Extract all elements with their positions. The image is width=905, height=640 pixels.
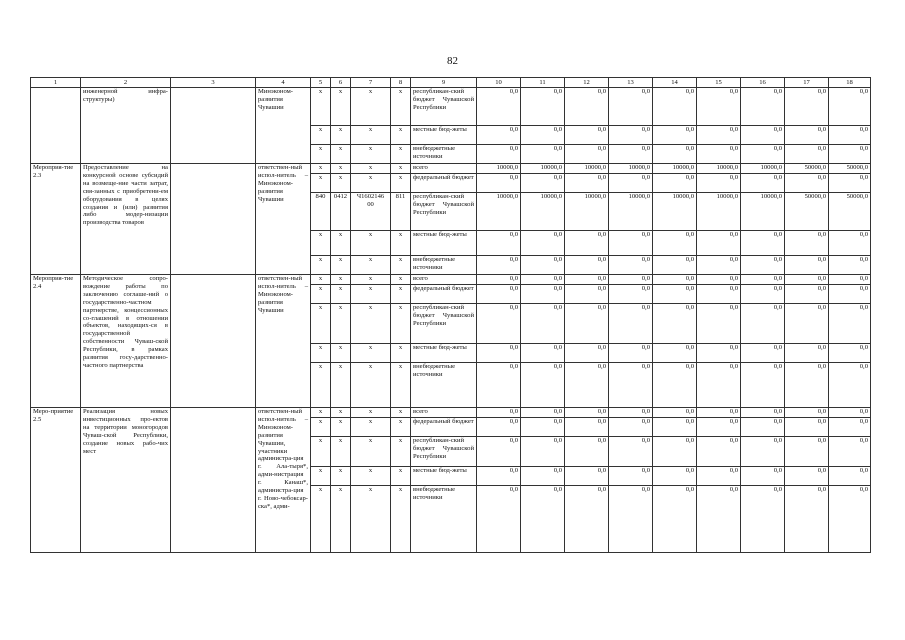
value-cell: 0,0 [697,285,741,304]
funding-source: республикан-ский бюджет Чувашской Республики [411,88,477,126]
budget-code-cell: x [311,486,331,553]
value-cell: 0,0 [741,126,785,145]
budget-code-cell: x [311,304,331,344]
value-cell: 0,0 [565,256,609,275]
value-cell: 0,0 [609,174,653,193]
value-cell: 0,0 [829,408,871,418]
value-cell: 0,0 [785,145,829,164]
executor: ответствен-ный испол-нитель – Минэконом-развития Чувашии [256,164,311,275]
funding-source: федеральный бюджет [411,174,477,193]
value-cell: 0,0 [697,304,741,344]
value-cell: 10000,0 [653,193,697,231]
budget-code-cell: x [331,285,351,304]
budget-code-cell: x [331,344,351,363]
value-cell: 0,0 [653,275,697,285]
column-number-cell: 9 [411,78,477,88]
value-cell: 0,0 [477,88,521,126]
budget-code-cell: x [391,304,411,344]
value-cell: 0,0 [697,344,741,363]
value-cell: 0,0 [609,256,653,275]
budget-code-cell: x [311,418,331,437]
budget-code-cell: x [331,275,351,285]
budget-code-cell: x [391,126,411,145]
budget-code-cell: x [331,174,351,193]
value-cell: 0,0 [653,408,697,418]
budget-code-cell: x [391,486,411,553]
executor: ответствен-ный испол-нитель – Минэконом-развития Чувашии [256,275,311,408]
value-cell: 0,0 [521,256,565,275]
value-cell: 0,0 [653,418,697,437]
column-number-cell: 6 [331,78,351,88]
measure-name: Предоставление на конкурсной основе субсидий на возмеще-ние части затрат, свя-занных с приобретени-ем оборудования в целях создания и (или) развития либо модер-низации производства товаров [81,164,171,275]
value-cell: 0,0 [609,126,653,145]
value-cell: 0,0 [477,231,521,256]
column-number-cell: 11 [521,78,565,88]
value-cell: 0,0 [565,363,609,408]
value-cell: 0,0 [477,174,521,193]
value-cell: 0,0 [829,256,871,275]
value-cell: 0,0 [521,344,565,363]
value-cell: 0,0 [741,145,785,164]
value-cell: 10000,0 [477,193,521,231]
budget-code-cell: x [331,486,351,553]
value-cell: 0,0 [829,174,871,193]
value-cell: 0,0 [653,285,697,304]
value-cell: 0,0 [697,437,741,467]
budget-code-cell: Ч1602146 00 [351,193,391,231]
executor: ответствен-ный испол-нитель – Минэконом-развития Чувашии, участники администра-ция г. Ала-тыря*, адми-нистрация г. Канаш*, администра-ция г. Ново-чебоксар-ска*, адми- [256,408,311,553]
value-cell: 0,0 [653,256,697,275]
budget-code-cell: x [351,344,391,363]
budget-code-cell: x [391,408,411,418]
budget-code-cell: x [331,408,351,418]
value-cell: 10000,0 [697,193,741,231]
column-number-cell: 18 [829,78,871,88]
value-cell: 0,0 [741,408,785,418]
value-cell: 10000,0 [521,164,565,174]
budget-code-cell: x [311,126,331,145]
value-cell: 0,0 [609,275,653,285]
value-cell: 0,0 [521,467,565,486]
budget-code-cell: x [351,363,391,408]
budget-code-cell: x [311,437,331,467]
column-number-cell: 8 [391,78,411,88]
budget-code-cell: x [311,256,331,275]
budget-code-cell: x [331,145,351,164]
budget-code-cell: x [351,275,391,285]
column-number-cell: 16 [741,78,785,88]
page-number: 82 [447,55,458,67]
value-cell: 0,0 [521,363,565,408]
budget-code-cell: 840 [311,193,331,231]
value-cell: 0,0 [741,437,785,467]
value-cell: 0,0 [785,174,829,193]
budget-code-cell: x [331,256,351,275]
value-cell: 0,0 [653,231,697,256]
table-row [31,408,871,418]
value-cell: 0,0 [565,408,609,418]
value-cell: 0,0 [565,304,609,344]
value-cell: 0,0 [565,231,609,256]
value-cell: 0,0 [697,231,741,256]
budget-code-cell: x [351,437,391,467]
column-number-cell: 3 [171,78,256,88]
value-cell: 0,0 [521,88,565,126]
value-cell: 0,0 [829,88,871,126]
value-cell: 0,0 [477,418,521,437]
value-cell: 0,0 [609,88,653,126]
empty-cell [171,275,256,408]
value-cell: 0,0 [741,467,785,486]
value-cell: 0,0 [609,408,653,418]
budget-code-cell: x [391,285,411,304]
value-cell: 50000,0 [785,164,829,174]
budget-code-cell: x [351,164,391,174]
value-cell: 0,0 [785,363,829,408]
value-cell: 50000,0 [829,193,871,231]
column-number-header [31,78,871,88]
value-cell: 0,0 [565,467,609,486]
value-cell: 0,0 [785,231,829,256]
value-cell: 0,0 [697,145,741,164]
value-cell: 0,0 [521,486,565,553]
budget-code-cell: x [311,344,331,363]
budget-code-cell: x [351,408,391,418]
value-cell: 0,0 [609,145,653,164]
measure-code: Мероприя-тие 2.4 [31,275,81,408]
budget-code-cell: x [331,304,351,344]
value-cell: 0,0 [741,363,785,408]
value-cell: 0,0 [477,275,521,285]
empty-cell [171,408,256,553]
value-cell: 0,0 [653,304,697,344]
column-number-cell: 4 [256,78,311,88]
empty-cell [171,88,256,164]
value-cell: 0,0 [697,256,741,275]
value-cell: 0,0 [741,344,785,363]
value-cell: 0,0 [521,418,565,437]
value-cell: 0,0 [477,486,521,553]
value-cell: 0,0 [565,145,609,164]
value-cell: 0,0 [653,363,697,408]
budget-code-cell: x [311,285,331,304]
value-cell: 0,0 [829,145,871,164]
budget-code-cell: x [351,418,391,437]
value-cell: 10000,0 [609,164,653,174]
value-cell: 0,0 [829,418,871,437]
measure-name: инженерной инфра-структуры) [81,88,171,164]
value-cell: 0,0 [477,363,521,408]
value-cell: 0,0 [609,344,653,363]
value-cell: 0,0 [565,88,609,126]
funding-source: внебюджетные источники [411,145,477,164]
budget-code-cell: x [391,88,411,126]
budget-code-cell: x [351,174,391,193]
value-cell: 0,0 [653,174,697,193]
value-cell: 10000,0 [741,164,785,174]
column-number-cell: 14 [653,78,697,88]
value-cell: 0,0 [609,231,653,256]
value-cell: 0,0 [521,126,565,145]
column-number-cell: 13 [609,78,653,88]
value-cell: 0,0 [653,126,697,145]
value-cell: 0,0 [565,275,609,285]
column-number-cell: 10 [477,78,521,88]
funding-source: местные бюд-жеты [411,344,477,363]
budget-code-cell: x [311,88,331,126]
value-cell: 0,0 [829,363,871,408]
measure-code: Меро-приятие 2.5 [31,408,81,553]
budget-code-cell: x [311,145,331,164]
value-cell: 0,0 [697,126,741,145]
value-cell: 0,0 [785,275,829,285]
value-cell: 10000,0 [697,164,741,174]
value-cell: 0,0 [785,304,829,344]
value-cell: 10000,0 [653,164,697,174]
value-cell: 0,0 [785,126,829,145]
budget-code-cell: x [311,275,331,285]
value-cell: 0,0 [785,437,829,467]
value-cell: 0,0 [521,408,565,418]
budget-code-cell: x [351,486,391,553]
value-cell: 0,0 [477,408,521,418]
value-cell: 0,0 [829,126,871,145]
budget-code-cell: x [351,231,391,256]
value-cell: 10000,0 [565,193,609,231]
budget-code-cell: x [311,467,331,486]
value-cell: 0,0 [829,486,871,553]
value-cell: 10000,0 [477,164,521,174]
budget-code-cell: x [331,437,351,467]
value-cell: 0,0 [565,285,609,304]
value-cell: 0,0 [609,285,653,304]
column-number-cell: 2 [81,78,171,88]
budget-code-cell: x [311,231,331,256]
funding-source: всего [411,408,477,418]
value-cell: 0,0 [653,437,697,467]
measure-name: Реализация новых инвестиционных про-ектов на территории моногородов Чуваш-ской Республики, создание новых рабо-чих мест [81,408,171,553]
value-cell: 0,0 [565,126,609,145]
value-cell: 10000,0 [741,193,785,231]
budget-code-cell: 0412 [331,193,351,231]
funding-source: внебюджетные источники [411,486,477,553]
value-cell: 0,0 [697,486,741,553]
measure-name: Методическое сопро-вождение работы по заключению соглаше-ний о государственно-частном партнерстве, концессионных со-глашений в отношении объектов, находящих-ся в государственной собственности Чуваш-ской Республики, в рамках развития госу-дарственно-частного партнерства [81,275,171,408]
value-cell: 0,0 [741,256,785,275]
value-cell: 0,0 [741,285,785,304]
funding-source: местные бюд-жеты [411,231,477,256]
value-cell: 0,0 [653,467,697,486]
value-cell: 0,0 [829,304,871,344]
value-cell: 10000,0 [565,164,609,174]
budget-code-cell: x [331,88,351,126]
value-cell: 0,0 [785,467,829,486]
value-cell: 0,0 [477,344,521,363]
value-cell: 0,0 [697,174,741,193]
value-cell: 0,0 [521,145,565,164]
value-cell: 0,0 [521,304,565,344]
funding-source: федеральный бюджет [411,418,477,437]
value-cell: 0,0 [829,467,871,486]
budget-code-cell: x [391,467,411,486]
budget-code-cell: x [391,363,411,408]
budget-code-cell: x [351,285,391,304]
value-cell: 0,0 [565,486,609,553]
budget-code-cell: x [391,344,411,363]
value-cell: 0,0 [521,285,565,304]
value-cell: 0,0 [829,285,871,304]
budget-code-cell: x [391,145,411,164]
budget-code-cell: x [351,88,391,126]
value-cell: 0,0 [785,408,829,418]
value-cell: 0,0 [697,275,741,285]
value-cell: 0,0 [477,256,521,275]
value-cell: 0,0 [609,363,653,408]
column-number-cell: 15 [697,78,741,88]
value-cell: 0,0 [609,467,653,486]
budget-code-cell: x [311,174,331,193]
budget-code-cell: x [351,256,391,275]
value-cell: 0,0 [653,145,697,164]
budget-code-cell: x [331,231,351,256]
value-cell: 50000,0 [829,164,871,174]
budget-code-cell: x [311,408,331,418]
value-cell: 0,0 [565,344,609,363]
funding-source: внебюджетные источники [411,256,477,275]
column-number-cell: 7 [351,78,391,88]
value-cell: 0,0 [785,486,829,553]
budget-code-cell: x [351,467,391,486]
value-cell: 0,0 [785,256,829,275]
value-cell: 0,0 [521,437,565,467]
value-cell: 0,0 [565,437,609,467]
budget-code-cell: x [391,164,411,174]
value-cell: 0,0 [609,418,653,437]
funding-source: республикан-ский бюджет Чувашской Республики [411,193,477,231]
value-cell: 0,0 [741,231,785,256]
table-row [31,164,871,174]
value-cell: 0,0 [653,486,697,553]
table-row [31,275,871,285]
value-cell: 0,0 [785,285,829,304]
value-cell: 10000,0 [609,193,653,231]
value-cell: 50000,0 [785,193,829,231]
value-cell: 0,0 [477,285,521,304]
funding-source: внебюджетные источники [411,363,477,408]
value-cell: 0,0 [785,88,829,126]
value-cell: 0,0 [477,467,521,486]
budget-code-cell: x [391,418,411,437]
value-cell: 0,0 [609,304,653,344]
value-cell: 0,0 [521,231,565,256]
value-cell: 0,0 [785,418,829,437]
value-cell: 10000,0 [521,193,565,231]
value-cell: 0,0 [697,418,741,437]
budget-code-cell: x [331,418,351,437]
column-number-cell: 12 [565,78,609,88]
funding-source: республикан-ский бюджет Чувашской Республики [411,437,477,467]
value-cell: 0,0 [829,231,871,256]
budget-code-cell: x [391,231,411,256]
value-cell: 0,0 [741,174,785,193]
value-cell: 0,0 [741,418,785,437]
executor: Минэконом-развития Чувашии [256,88,311,164]
budget-code-cell: x [351,145,391,164]
value-cell: 0,0 [653,88,697,126]
value-cell: 0,0 [697,363,741,408]
value-cell: 0,0 [477,437,521,467]
budget-code-cell: x [331,363,351,408]
value-cell: 0,0 [477,304,521,344]
budget-code-cell: x [331,164,351,174]
value-cell: 0,0 [477,145,521,164]
empty-cell [171,164,256,275]
value-cell: 0,0 [829,344,871,363]
value-cell: 0,0 [565,418,609,437]
column-number-cell: 17 [785,78,829,88]
budget-code-cell: x [351,126,391,145]
budget-code-cell: x [331,126,351,145]
budget-code-cell: x [311,363,331,408]
value-cell: 0,0 [741,88,785,126]
value-cell: 0,0 [609,437,653,467]
value-cell: 0,0 [697,88,741,126]
value-cell: 0,0 [565,174,609,193]
value-cell: 0,0 [829,437,871,467]
budget-code-cell: x [351,304,391,344]
measure-code [31,88,81,164]
value-cell: 0,0 [741,304,785,344]
value-cell: 0,0 [521,174,565,193]
value-cell: 0,0 [653,344,697,363]
value-cell: 0,0 [785,344,829,363]
measure-code: Мероприя-тие 2.3 [31,164,81,275]
funding-source: местные бюд-жеты [411,126,477,145]
value-cell: 0,0 [741,275,785,285]
funding-source: всего [411,164,477,174]
value-cell: 0,0 [741,486,785,553]
funding-source: республикан-ский бюджет Чувашской Республики [411,304,477,344]
value-cell: 0,0 [829,275,871,285]
column-number-cell: 1 [31,78,81,88]
budget-table [30,77,871,553]
value-cell: 0,0 [697,408,741,418]
budget-code-cell: x [391,437,411,467]
table-row [31,88,871,126]
column-number-cell: 5 [311,78,331,88]
budget-code-cell: x [331,467,351,486]
budget-code-cell: x [391,275,411,285]
value-cell: 0,0 [697,467,741,486]
budget-code-cell: x [391,256,411,275]
budget-code-cell: 811 [391,193,411,231]
value-cell: 0,0 [521,275,565,285]
value-cell: 0,0 [609,486,653,553]
budget-code-cell: x [391,174,411,193]
value-cell: 0,0 [477,126,521,145]
budget-code-cell: x [311,164,331,174]
funding-source: всего [411,275,477,285]
funding-source: местные бюд-жеты [411,467,477,486]
funding-source: федеральный бюджет [411,285,477,304]
